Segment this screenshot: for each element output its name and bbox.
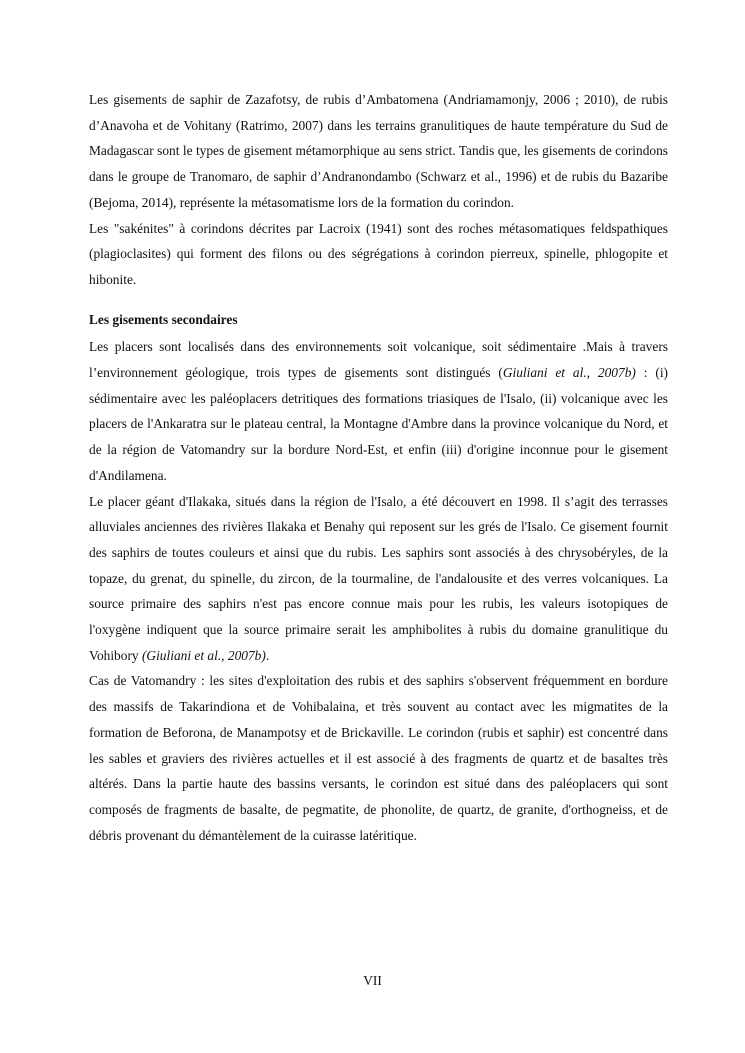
placers-text-2: : (i) sédimentaire avec les paléoplacers detritiques des formations triasiques de l'Isalo, (ii) volcanique avec les placers de l'Ankaratra sur le plateau central, la Montagne d'Ambre dans la province volcanique du Nord, et de la région de Vatomandry sur la bordure Nord-Est, et enfin (iii) d'origine inconnue pour le gisement d'Andilamena. [89,365,668,483]
document-body [89,87,668,848]
paragraph-sakenites: Les "sakénites" à corindons décrites par Lacroix (1941) sont des roches métasomatiques feldspathiques (plagioclasites) qui forment des filons ou des ségrégations à corindon pierreux, spinelle, phlogopite et hibonite. [89,220,668,287]
ilakaka-citation: (Giuliani et al., 2007b) [141,647,266,663]
section-heading: Les gisements secondaires [89,311,238,327]
page-number: VII [363,973,382,988]
paragraph-ilakaka [89,489,668,669]
paragraph-primary-deposits: Les gisements de saphir de Zazafotsy, de rubis d’Ambatomena (Andriamamonjy, 2006 ; 2010), de rubis d’Anavoha et de Vohitany (Ratrimo, 2007) dans les terrains granulitiques de haute température du Sud de Madagascar sont le types de gisement métamorphique au sens strict. Tandis que, les gisements de corindons dans le groupe de Tranomaro, de saphir d’Andranondambo (Schwarz et al., 1996) et de rubis du Bazaribe (Bejoma, 2014), représente la métasomatisme lors de la formation du corindon. [89,92,668,210]
paragraph-vatomandry: Cas de Vatomandry : les sites d'exploitation des rubis et des saphirs s'observent fréquemment en bordure des massifs de Takarindiona et de Vohibalaina, et très souvent au contact avec les migmatites de la formation de Beforona, de Manampotsy et de Brickaville. Le corindon (rubis et saphir) est concentré dans les sables et graviers des rivières actuelles et il est associé à des fragments de quartz et de basaltes très altérés. Dans la partie haute des bassins versants, le corindon est situé dans des paléoplacers qui sont composés de fragments de basalte, de pegmatite, de phonolite, de quartz, de granite, d'orthogneiss, et de débris provenant du démantèlement de la cuirasse latéritique. [89,673,668,843]
paragraph-placers [89,334,668,488]
ilakaka-end: . [265,647,270,663]
placers-text-1: Les placers sont localisés dans des environnements soit volcanique, soit sédimentaire .Mais à travers l’environnement géologique, trois types de gisements sont distingués ( [89,339,668,381]
ilakaka-text: Le placer géant d'Ilakaka, situés dans la région de l'Isalo, a été découvert en 1998. Il s’agit des terrasses alluviales anciennes des rivières Ilakaka et Benahy qui reposent sur les grés de l'Isalo. Ce gisement fournit des saphirs de toutes couleurs et ainsi que du rubis. Les saphirs sont associés à des chrysobéryles, de la topaze, du grenat, du spinelle, du zircon, de la tourmaline, de l'andalousite et des verres volcaniques. La source primaire des saphirs n'est pas encore connue mais pour les rubis, les valeurs isotopiques de l'oxygène indiquent que la source primaire serait les amphibolites à rubis du domaine granulitique du Vohibory [89,493,668,663]
placers-citation: Giuliani et al., 2007b) [502,365,636,381]
